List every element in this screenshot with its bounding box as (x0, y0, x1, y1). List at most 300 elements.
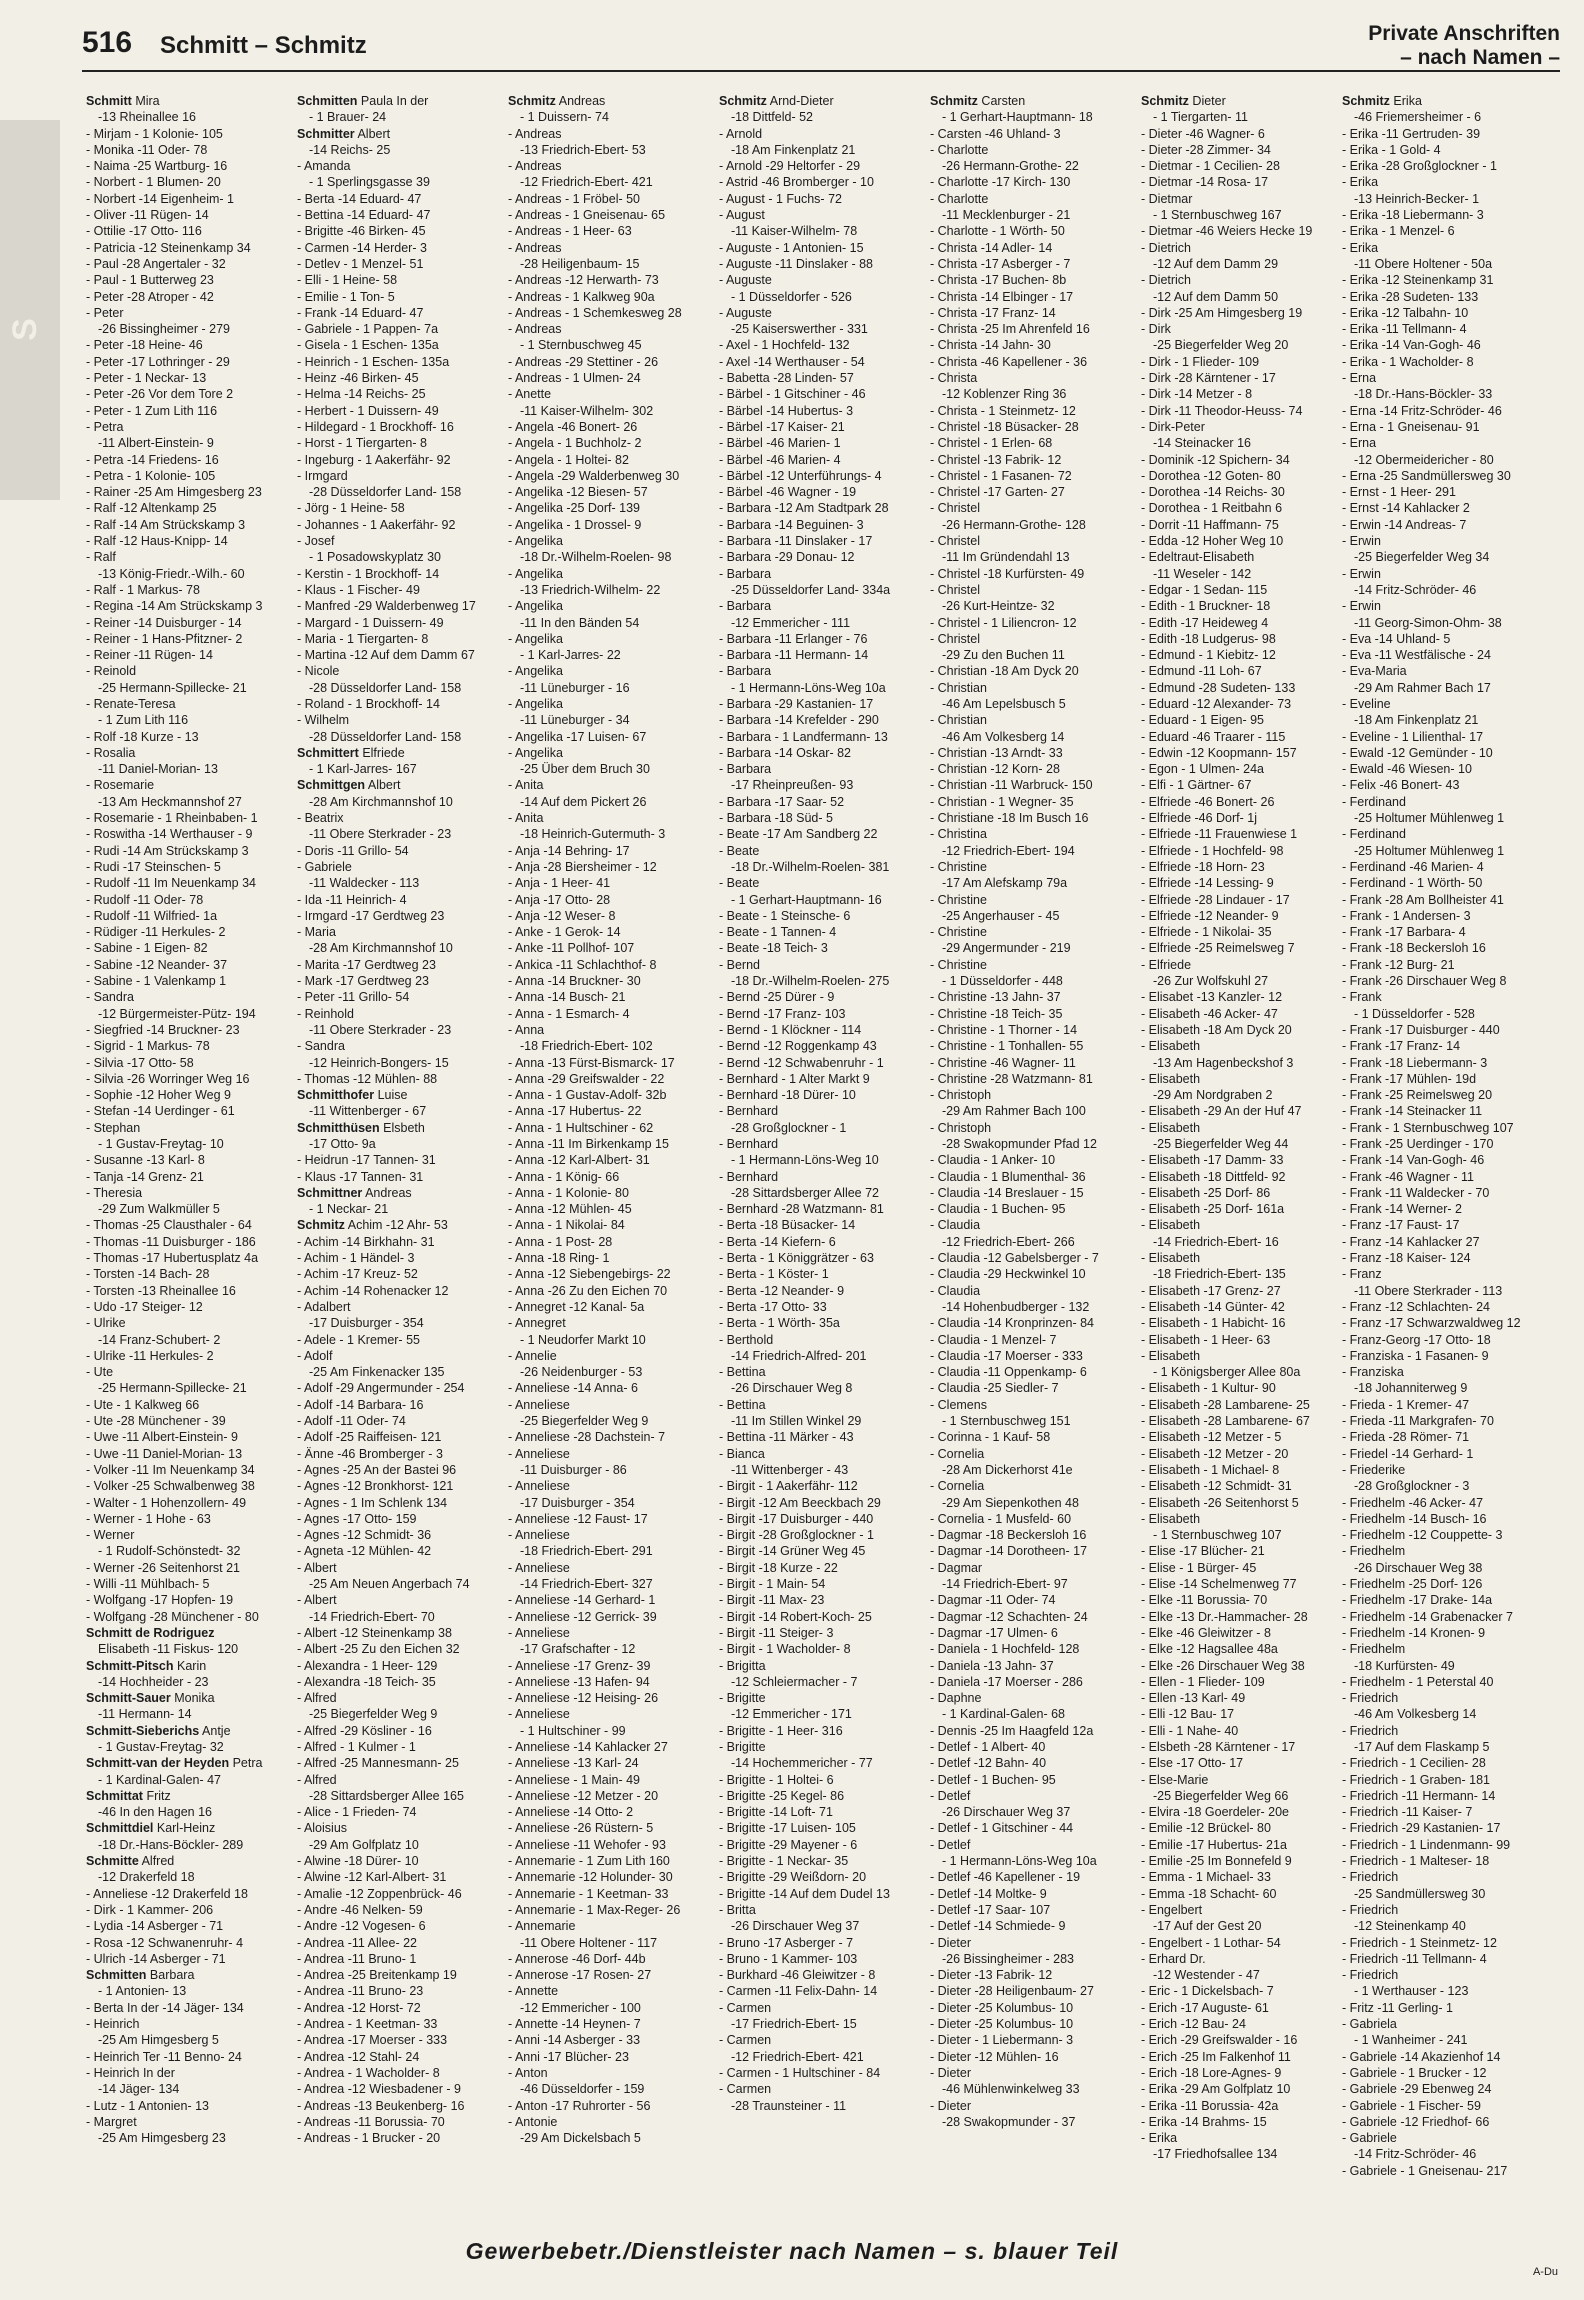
listing-entry (508, 1217, 712, 1233)
entry-text: - Christine -18 Teich- 35 (930, 1006, 1063, 1021)
entry-text: - Agnes -12 Schmidt- 36 (297, 1528, 432, 1543)
listing-entry (297, 1087, 501, 1103)
entry-text: - Elli - 1 Heine- 58 (297, 273, 398, 288)
entry-text: - 1 Gustav-Freytag- 10 (98, 1137, 224, 1151)
entry-text: Karl-Heinz (156, 1821, 216, 1836)
entry-text: -18 Dr.-Wilhelm-Roelen- 98 (520, 550, 672, 565)
listing-entry (1141, 1739, 1345, 1755)
listing-entry (508, 1266, 712, 1282)
listing-entry (297, 174, 501, 190)
listing-entry (508, 1935, 712, 1951)
listing-entry (930, 1397, 1134, 1413)
listing-entry (930, 566, 1134, 582)
listing-entry (1141, 1380, 1345, 1396)
entry-text: - Frank -14 Werner- 2 (1342, 1202, 1462, 1217)
listing-entry (508, 2114, 712, 2130)
listing-entry (930, 1446, 1134, 1462)
listing-entry (719, 1706, 923, 1722)
entry-text: - Dieter -25 Kolumbus- 10 (930, 2017, 1074, 2032)
listing-entry (1342, 289, 1546, 305)
listing-entry (1141, 484, 1345, 500)
entry-text: -28 Swakopmunder - 37 (942, 2114, 1076, 2129)
listing-entry (297, 1967, 501, 1983)
entry-text: - Sigrid - 1 Markus- 78 (86, 1039, 210, 1054)
listing-entry (1141, 419, 1345, 435)
entry-text: -13 Rheinallee 16 (98, 110, 196, 125)
entry-text: - Erich -12 Bau- 24 (1141, 2017, 1246, 2032)
listing-entry (1342, 109, 1546, 125)
listing-entry (508, 647, 712, 663)
listing-entry (508, 452, 712, 468)
entry-text: - Paul -28 Angertaler - 32 (86, 256, 226, 271)
section-title (1368, 22, 1560, 70)
listing-entry (719, 126, 923, 142)
entry-text: - Emilie -17 Hubertus- 21a (1141, 1837, 1287, 1852)
listing-entry (297, 1886, 501, 1902)
listing-entry (930, 615, 1134, 631)
entry-text: - Andreas -13 Beukenberg- 16 (297, 2098, 465, 2113)
listing-entry (86, 223, 290, 239)
listing-entry (1342, 826, 1546, 842)
listing-entry (508, 1250, 712, 1266)
entry-text: - Christina (930, 827, 987, 842)
surname: Schmitthofer (297, 1088, 375, 1103)
listing-entry (1141, 1902, 1345, 1918)
entry-text: - Theresia (86, 1185, 143, 1200)
entry-text: -12 Auf dem Damm 50 (1153, 289, 1279, 304)
entry-text: - Ute (86, 1365, 114, 1380)
listing-entry (297, 973, 501, 989)
entry-text: - Christel - 1 Fasanen- 72 (930, 468, 1072, 483)
surname: Schmitten (86, 1968, 147, 1983)
entry-text: - Annette -14 Heynen- 7 (508, 2017, 641, 2032)
entry-text: - Antonie (508, 2114, 558, 2129)
listing-entry (1342, 1103, 1546, 1119)
entry-text: - Friedhelm -14 Grabenacker 7 (1342, 1609, 1513, 1624)
entry-text: -25 Biegerfelder Weg 66 (1153, 1788, 1289, 1803)
entry-text: - Mark -17 Gerdtweg 23 (297, 974, 429, 989)
entry-text: - Adolf -29 Angermunder - 254 (297, 1381, 465, 1396)
listing-entry (1342, 1723, 1546, 1739)
listing-entry (86, 1723, 290, 1739)
entry-text: - Emilie - 1 Ton- 5 (297, 289, 395, 304)
entry-text: -14 Friedrich-Alfred- 201 (731, 1348, 867, 1363)
entry-text: - Frank -18 Beckersloh 16 (1342, 941, 1486, 956)
entry-text: - Erika -14 Brahms- 15 (1141, 2114, 1267, 2129)
listing-entry (508, 1397, 712, 1413)
entry-text: - Heidrun -17 Tannen- 31 (297, 1153, 436, 1168)
entry-text: Dieter (1192, 94, 1226, 108)
entry-text: - Martina -12 Auf dem Damm 67 (297, 648, 475, 663)
entry-text: - 1 Hermann-Löns-Weg 10 (731, 1153, 879, 1168)
listing-entry (86, 1576, 290, 1592)
entry-text: - Berta - 1 Wörth- 35a (719, 1316, 840, 1331)
listing-entry (930, 1690, 1134, 1706)
entry-text: - Christine -46 Wagner- 11 (930, 1055, 1076, 1070)
entry-text: - Cornelia (930, 1479, 985, 1494)
entry-text: - Bärbel -12 Unterführungs- 4 (719, 468, 882, 483)
listing-entry (508, 1951, 712, 1967)
entry-text: - 1 Hermann-Löns-Weg 10a (731, 680, 886, 695)
entry-text: - Bärbel -46 Marien- 4 (719, 452, 841, 467)
surname: Schmitz (719, 94, 767, 108)
listing-entry (719, 1462, 923, 1478)
listing-entry (297, 729, 501, 745)
entry-text: - Erika - 1 Wacholder- 8 (1342, 354, 1474, 369)
entry-text: - Anna -26 Zu den Eichen 70 (508, 1283, 668, 1298)
entry-text: -11 In den Bänden 54 (520, 615, 640, 630)
entry-text: - Carmen -11 Felix-Dahn- 14 (719, 1984, 878, 1999)
listing-entry (86, 256, 290, 272)
listing-entry (1141, 696, 1345, 712)
listing-entry (719, 2049, 923, 2065)
listing-entry (1342, 1446, 1546, 1462)
listing-entry (719, 1853, 923, 1869)
entry-text: -46 Mühlenwinkelweg 33 (942, 2082, 1080, 2097)
listing-entry (1141, 745, 1345, 761)
listing-entry (1342, 940, 1546, 956)
entry-text: Elsbeth (383, 1120, 425, 1135)
entry-text: - Elfriede -14 Lessing- 9 (1141, 876, 1274, 891)
listing-entry (719, 1315, 923, 1331)
entry-text: - Birgit -11 Steiger- 3 (719, 1625, 834, 1640)
listing-entry (86, 1332, 290, 1348)
entry-text: - Gabriele -14 Akazienhof 14 (1342, 2049, 1501, 2064)
entry-text: - Anja - 1 Heer- 41 (508, 876, 611, 891)
listing-entry (930, 1332, 1134, 1348)
listing-entry (1141, 289, 1345, 305)
listing-entry (1342, 1348, 1546, 1364)
entry-text: - Rudolf -11 Wilfried- 1a (86, 908, 218, 923)
entry-text: - 1 Sternbuschweg 151 (942, 1414, 1071, 1429)
entry-text: - Irmgard -17 Gerdtweg 23 (297, 908, 445, 923)
entry-text: - Rosalia (86, 745, 136, 760)
listing-entry (508, 1413, 712, 1429)
listing-entry (1342, 1739, 1546, 1755)
entry-text: Barbara (149, 1968, 195, 1983)
listing-entry (86, 337, 290, 353)
entry-text: Erika (1393, 94, 1422, 108)
listing-entry (1141, 663, 1345, 679)
listing-entry (719, 1071, 923, 1087)
entry-text: -12 Schleiermacher - 7 (731, 1674, 858, 1689)
entry-text: -25 Holtumer Mühlenweg 1 (1354, 811, 1505, 826)
listing-entry (1141, 1364, 1345, 1380)
entry-text: - Friedhelm -14 Busch- 16 (1342, 1511, 1487, 1526)
entry-text: - Andrea -25 Breitenkamp 19 (297, 1968, 457, 1983)
listing-entry (508, 1641, 712, 1657)
listing-entry (297, 1136, 501, 1152)
listing-entry (1141, 1935, 1345, 1951)
entry-text: - Dagmar (930, 1560, 983, 1575)
listing-entry (1342, 892, 1546, 908)
entry-text: - Elisabeth (1141, 1039, 1201, 1054)
entry-text: - Dirk (1141, 322, 1171, 337)
listing-entry (1342, 1983, 1546, 1999)
entry-text: - Claudia - 1 Anker- 10 (930, 1153, 1056, 1168)
section-title-line2: – nach Namen – (1400, 46, 1560, 69)
listing-entry (1141, 1429, 1345, 1445)
entry-text: -11 Lüneburger - 34 (520, 713, 630, 728)
entry-text: - Angela - 1 Buchholz- 2 (508, 436, 642, 451)
listing-entry (508, 1869, 712, 1885)
listing-entry (86, 1804, 290, 1820)
listing-entry (86, 1283, 290, 1299)
listing-entry (1342, 924, 1546, 940)
entry-text: - Agnes -12 Bronkhorst- 121 (297, 1479, 454, 1494)
entry-text: - Erwin -14 Andreas- 7 (1342, 517, 1467, 532)
entry-text: - Claudia - 1 Menzel- 7 (930, 1332, 1057, 1347)
listing-entry (1141, 1234, 1345, 1250)
listing-entry (1141, 468, 1345, 484)
listing-entry (297, 1772, 501, 1788)
listing-entry (1342, 2146, 1546, 2162)
entry-text: - Erich -17 Auguste- 61 (1141, 2000, 1269, 2015)
listing-entry (719, 615, 923, 631)
listing-entry (297, 2000, 501, 2016)
entry-text: - Christoph (930, 1120, 992, 1135)
entry-text: -46 Am Volkesberg 14 (942, 729, 1065, 744)
entry-text: - Frank -12 Burg- 21 (1342, 957, 1455, 972)
listing-entry (86, 566, 290, 582)
entry-text: - Birgit -14 Robert-Koch- 25 (719, 1609, 872, 1624)
listing-entry (719, 989, 923, 1005)
listing-entry (930, 500, 1134, 516)
entry-text: - Franz -18 Kaiser- 124 (1342, 1251, 1471, 1266)
entry-text: - Brigitte - 1 Heer- 316 (719, 1723, 843, 1738)
listing-entry (1342, 1690, 1546, 1706)
entry-text: - Barbara (719, 762, 772, 777)
listing-entry (1141, 1478, 1345, 1494)
listing-entry (297, 1609, 501, 1625)
entry-text: - Erika (1342, 240, 1379, 255)
listing-entry (1141, 1022, 1345, 1038)
entry-text: -12 Friedrich-Ebert- 421 (520, 175, 653, 190)
entry-text: - Alexandra -18 Teich- 35 (297, 1674, 436, 1689)
listing-entry (1141, 223, 1345, 239)
entry-text: - Erna -14 Fritz-Schröder- 46 (1342, 403, 1502, 418)
listing-entry (719, 2032, 923, 2048)
entry-text: - Anna (508, 1022, 545, 1037)
entry-text: -18 Friedrich-Ebert- 135 (1153, 1267, 1286, 1282)
listing-entry (1141, 1087, 1345, 1103)
entry-text: -25 Kaiserswerther - 331 (731, 322, 868, 337)
entry-text: - Anneliese -12 Metzer - 20 (508, 1788, 659, 1803)
entry-text: - 1 Brauer- 24 (309, 110, 387, 125)
listing-entry (86, 1087, 290, 1103)
listing-entry (930, 1478, 1134, 1494)
listing-entry (719, 1250, 923, 1266)
surname: Schmittdiel (86, 1821, 154, 1836)
entry-text: - Andrea -12 Horst- 72 (297, 2000, 421, 2015)
listing-entry (508, 1511, 712, 1527)
listing-entry (930, 1886, 1134, 1902)
entry-text: - Elke -12 Hagsallee 48a (1141, 1642, 1278, 1657)
listing-entry (86, 875, 290, 891)
entry-text: - Stephan (86, 1120, 141, 1135)
listing-entry (930, 1348, 1134, 1364)
entry-text: - Adolf -11 Oder- 74 (297, 1414, 406, 1429)
listing-entry (297, 1511, 501, 1527)
listing-entry (297, 500, 501, 516)
entry-text: - Christel -17 Garten- 27 (930, 485, 1065, 500)
listing-entry (1342, 1951, 1546, 1967)
entry-text: - Dennis -25 Im Haagfeld 12a (930, 1723, 1094, 1738)
section-title-line1: Private Anschriften (1368, 22, 1560, 45)
entry-text: - Erika -14 Van-Gogh- 46 (1342, 338, 1481, 353)
entry-text: - Anneliese -26 Rüstern- 5 (508, 1821, 654, 1836)
entry-text: - Bianca (719, 1446, 765, 1461)
entry-text: -12 Drakerfeld 18 (98, 1870, 195, 1885)
entry-text: - 1 Sternbuschweg 107 (1153, 1528, 1282, 1543)
listing-entry (297, 1625, 501, 1641)
entry-text: - Rudolf -11 Im Neuenkamp 34 (86, 876, 256, 891)
entry-text: - Bernd -17 Franz- 103 (719, 1006, 846, 1021)
entry-text: - Elfriede (1141, 957, 1192, 972)
entry-text: - Brigitte -25 Kegel- 86 (719, 1788, 845, 1803)
listing-entry (508, 1592, 712, 1608)
listing-entry (86, 1935, 290, 1951)
listing-entry (930, 745, 1134, 761)
entry-text: - Peter - 1 Neckar- 13 (86, 371, 207, 386)
listing-entry (1141, 2098, 1345, 2114)
listing-entry (297, 810, 501, 826)
entry-text: - Christel (930, 582, 981, 597)
listing-entry (719, 1739, 923, 1755)
listing-entry (1141, 370, 1345, 386)
entry-text: - Erich -29 Greifswalder - 16 (1141, 2033, 1298, 2048)
entry-text: - Peter -28 Atroper - 42 (86, 289, 214, 304)
entry-text: -25 Holtumer Mühlenweg 1 (1354, 843, 1505, 858)
entry-text: - Anneliese (508, 1625, 570, 1640)
listing-entry (930, 647, 1134, 663)
surname: Schmittert (297, 745, 359, 760)
listing-entry (1342, 549, 1546, 565)
listing-entry (508, 892, 712, 908)
surname: Schmitz (1342, 94, 1390, 108)
listing-entry (297, 435, 501, 451)
entry-text: - Anneliese (508, 1397, 570, 1412)
listing-entry (1342, 1055, 1546, 1071)
listing-entry (297, 223, 501, 239)
listing-entry (508, 663, 712, 679)
entry-text: -18 Am Finkenplatz 21 (1354, 713, 1479, 728)
entry-text: - Thomas -17 Hubertusplatz 4a (86, 1251, 259, 1266)
entry-text: - Birgit - 1 Wacholder- 8 (719, 1642, 851, 1657)
listing-entry (508, 908, 712, 924)
entry-text: - Regina -14 Am Strückskamp 3 (86, 599, 263, 614)
listing-entry (930, 631, 1134, 647)
entry-text: -28 Swakopmunder Pfad 12 (942, 1137, 1097, 1151)
entry-text: -11 Albert-Einstein- 9 (98, 436, 214, 451)
entry-text: - Adolf -14 Barbara- 16 (297, 1397, 424, 1412)
listing-entry (508, 2049, 712, 2065)
listing-entry (297, 1332, 501, 1348)
entry-text: - Beate (719, 876, 760, 891)
entry-text: -25 Am Finkenacker 135 (309, 1365, 445, 1380)
listing-entry (1342, 1967, 1546, 1983)
entry-text: - Angelika -17 Luisen- 67 (508, 729, 647, 744)
listing-entry (1342, 1755, 1546, 1771)
listing-entry (719, 1837, 923, 1853)
listing-entry (719, 1120, 923, 1136)
entry-text: - Gabriele - 1 Pappen- 7a (297, 322, 439, 337)
entry-text: - Helma -14 Reichs- 25 (297, 387, 426, 402)
entry-text: - Roswitha -14 Werthauser - 9 (86, 827, 253, 842)
entry-text: -29 Am Dickelsbach 5 (520, 2131, 641, 2146)
listing-entry (930, 1527, 1134, 1543)
listing-entry (930, 240, 1134, 256)
listing-entry (86, 1478, 290, 1494)
listing-entry (1342, 321, 1546, 337)
entry-text: - Heinrich (86, 2017, 140, 2032)
listing-entry (86, 1429, 290, 1445)
listing-entry (297, 354, 501, 370)
listing-entry (1141, 1103, 1345, 1119)
listing-entry (930, 1103, 1134, 1119)
entry-text: - Angelika (508, 696, 563, 711)
listing-entry (719, 826, 923, 842)
listing-entry (1141, 1136, 1345, 1152)
listing-entry (1141, 1625, 1345, 1641)
listing-entry (719, 2098, 923, 2114)
entry-text: -17 Duisburger - 354 (520, 1495, 635, 1510)
listing-entry (719, 1087, 923, 1103)
listing-entry (930, 549, 1134, 565)
entry-text: - Adolf (297, 1348, 333, 1363)
listing-entry (719, 142, 923, 158)
listing-entry (297, 1755, 501, 1771)
listing-entry (930, 1006, 1134, 1022)
entry-text: -12 Obermeidericher - 80 (1354, 452, 1494, 467)
entry-text: - Irmgard (297, 468, 348, 483)
listing-entry (1342, 631, 1546, 647)
listing-entry (86, 1788, 290, 1804)
listing-entry (508, 1071, 712, 1087)
entry-text: - Engelbert (1141, 1902, 1203, 1917)
listing-entry (1141, 712, 1345, 728)
listing-entry (86, 2016, 290, 2032)
entry-text: - Bernhard (719, 1104, 779, 1119)
listing-entry (1141, 1071, 1345, 1087)
entry-text: - Beatrix (297, 811, 344, 826)
listing-entry (1342, 1201, 1546, 1217)
listing-entry (1141, 908, 1345, 924)
entry-text: -11 Kaiser-Wilhelm- 302 (520, 403, 654, 418)
entry-text: - Christian -12 Korn- 28 (930, 762, 1060, 777)
listing-entry (86, 354, 290, 370)
entry-text: - Alfred -29 Kösliner - 16 (297, 1723, 432, 1738)
listing-entry (719, 1348, 923, 1364)
entry-text: - Peter -18 Heine- 46 (86, 338, 203, 353)
listing-entry (297, 1413, 501, 1429)
entry-text: -11 Im Gründendahl 13 (942, 550, 1070, 565)
entry-text: - Edith - 1 Bruckner- 18 (1141, 599, 1271, 614)
entry-text: - Anneliese -14 Otto- 2 (508, 1805, 634, 1820)
listing-entry (719, 1543, 923, 1559)
listing-entry (719, 1397, 923, 1413)
entry-text: - Heinrich Ter -11 Benno- 24 (86, 2049, 242, 2064)
entry-text: -14 Reichs- 25 (309, 142, 391, 157)
listing-entry (297, 272, 501, 288)
entry-text: - Erika -11 Tellmann- 4 (1342, 322, 1467, 337)
listing-entry (297, 1152, 501, 1168)
entry-text: - Anneliese (508, 1446, 570, 1461)
listing-entry (297, 1869, 501, 1885)
listing-entry (297, 940, 501, 956)
entry-text: - Werner -26 Seitenhorst 21 (86, 1560, 241, 1575)
entry-text: - Frank (1342, 990, 1382, 1005)
